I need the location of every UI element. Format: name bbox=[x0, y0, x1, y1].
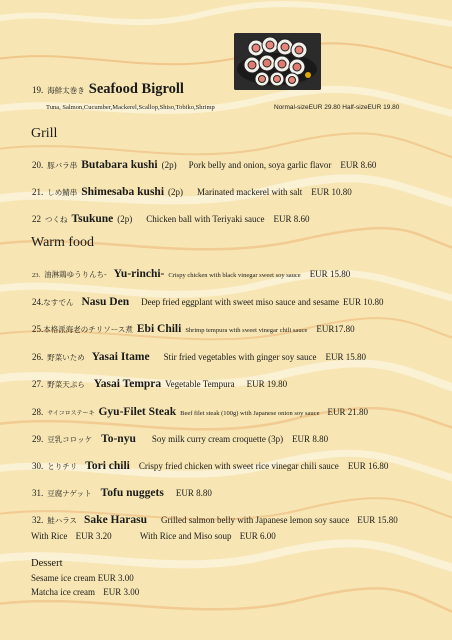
item-japanese-name: 海鮮太巻き bbox=[47, 86, 85, 95]
dessert-item-matcha bbox=[31, 587, 139, 597]
menu-item-to-nyu bbox=[32, 429, 328, 447]
item-description: Stir fried vegetables with ginger soy sauce bbox=[163, 352, 317, 362]
dessert-price: EUR 3.00 bbox=[103, 587, 140, 597]
item-price: EUR 16.80 bbox=[347, 461, 389, 471]
dessert-name: Matcha ice cream bbox=[31, 587, 95, 597]
item-number: 23. bbox=[32, 272, 41, 279]
item-number: 22 bbox=[32, 214, 41, 224]
item-price: EUR17.80 bbox=[316, 324, 355, 334]
item-number: 28. bbox=[32, 407, 44, 417]
item-japanese-name: 野菜いため bbox=[47, 353, 85, 362]
item-price: EUR 15.80 bbox=[309, 269, 351, 279]
menu-item-shimesaba bbox=[32, 182, 352, 200]
item-name: Butabara kushi bbox=[81, 159, 158, 171]
menu-item-tori-chili bbox=[32, 456, 388, 474]
item-price: EUR 15.80 bbox=[357, 515, 398, 525]
item-name: Nasu Den bbox=[81, 296, 130, 308]
item-japanese-name: サイコロステーキ bbox=[47, 410, 95, 417]
menu-item-tofu-nuggets bbox=[32, 483, 212, 501]
item-name: Tori chili bbox=[85, 460, 130, 472]
item-japanese-name: つくね bbox=[45, 215, 68, 224]
item-description: Deep fried eggplant with sweet miso sauce and sesame bbox=[141, 297, 340, 307]
menu-item-yasai-tempra bbox=[32, 374, 287, 392]
item-name: Seafood Bigroll bbox=[88, 81, 184, 97]
item-number: 20. bbox=[32, 160, 44, 170]
option-rice-miso-price: EUR 6.00 bbox=[239, 531, 276, 541]
item-name: Sake Harasu bbox=[84, 514, 147, 526]
section-title-grill: Grill bbox=[31, 126, 58, 141]
item-name: Tofu nuggets bbox=[100, 487, 164, 499]
item-japanese-name: 鮭ハラス bbox=[47, 516, 78, 525]
section-title-warm-food: Warm food bbox=[31, 235, 95, 250]
item-quantity: (2p) bbox=[117, 214, 133, 224]
item-number: 19. bbox=[32, 85, 44, 95]
item-number: 31. bbox=[32, 488, 44, 498]
menu-item-sake-harasu bbox=[32, 510, 398, 528]
item-price: EUR 8.60 bbox=[340, 160, 377, 170]
option-rice-miso-label: With Rice and Miso soup bbox=[139, 531, 232, 541]
seafood-bigroll-ingredients: Tuna, Salmon,Cucumber,Mackerel,Scallop,Shiso,Tobiko,Shrimp bbox=[46, 104, 215, 111]
menu-item-yurinchi bbox=[32, 264, 350, 282]
item-description: Shrimp tempura with sweet vinegar chili sauce bbox=[185, 327, 308, 334]
item-number: 26. bbox=[32, 352, 44, 362]
item-price: EUR 8.60 bbox=[273, 214, 310, 224]
item-name: Yasai Tempra bbox=[93, 378, 162, 390]
item-name: Tsukune bbox=[71, 213, 114, 225]
item-name: Yu-rinchi- bbox=[113, 268, 165, 280]
sushi-roll-photo bbox=[234, 33, 321, 90]
item-number: 21. bbox=[32, 187, 44, 197]
menu-item-butabara bbox=[32, 155, 376, 173]
section-title-dessert: Dessert bbox=[31, 558, 63, 569]
item-japanese-name: 豆腐ナゲット bbox=[47, 489, 92, 498]
item-name: To-nyu bbox=[101, 433, 136, 445]
item-price: EUR 19.80 bbox=[246, 379, 288, 389]
sake-harasu-options bbox=[31, 531, 276, 541]
item-japanese-name: 油淋鶏ゆうりんち- bbox=[44, 270, 107, 279]
item-japanese-name: 野菜天ぷら bbox=[47, 380, 85, 389]
item-number: 32. bbox=[32, 515, 44, 525]
option-with-rice-price: EUR 3.20 bbox=[75, 531, 112, 541]
item-description: Chicken ball with Teriyaki sauce bbox=[146, 214, 265, 224]
item-japanese-name: とりチリ bbox=[47, 462, 78, 471]
item-name: Gyu-Filet Steak bbox=[98, 406, 177, 418]
menu-item-yasai-itame bbox=[32, 347, 366, 365]
item-japanese-name: 豆乳コロッケ bbox=[47, 435, 93, 444]
dessert-item-sesame bbox=[31, 573, 134, 583]
menu-item-seafood-bigroll bbox=[32, 80, 184, 98]
item-name: Ebi Chili bbox=[136, 323, 182, 335]
item-name: Shimesaba kushi bbox=[81, 186, 165, 198]
item-description: Crispy fried chicken with sweet rice vinegar chili sauce bbox=[138, 461, 339, 471]
item-description: Marinated mackerel with salt bbox=[197, 187, 303, 197]
item-description: Pork belly and onion, soya garlic flavor bbox=[188, 160, 332, 170]
option-with-rice-label: With Rice bbox=[31, 531, 68, 541]
item-description: Grilled salmon belly with Japanese lemon soy sauce bbox=[160, 515, 350, 525]
item-price: EUR 21.80 bbox=[327, 407, 368, 417]
item-description: Soy milk curry cream croquette (3p) bbox=[151, 434, 284, 444]
menu-item-nasu-den bbox=[32, 292, 384, 310]
item-price: EUR 10.80 bbox=[311, 187, 352, 197]
item-japanese-name: 豚バラ串 bbox=[47, 161, 78, 170]
menu-item-gyu-filet-steak bbox=[32, 402, 368, 420]
item-number: 30. bbox=[32, 461, 44, 471]
item-description: Vegetable Tempura bbox=[165, 379, 235, 389]
dessert-name: Sesame ice cream bbox=[31, 573, 96, 583]
item-price: EUR 10.80 bbox=[343, 297, 384, 307]
item-number: 24. bbox=[32, 297, 44, 307]
item-japanese-name: 本格派海老のチリソース煮 bbox=[43, 325, 133, 334]
item-quantity: (2p) bbox=[161, 160, 177, 170]
item-quantity: (2p) bbox=[168, 187, 184, 197]
item-number: 29. bbox=[32, 434, 44, 444]
item-number: 25. bbox=[32, 324, 44, 334]
item-number: 27. bbox=[32, 379, 44, 389]
item-description: Beef filet steak (100g) with Japanese onion soy sauce bbox=[180, 410, 320, 417]
item-description: Crispy chicken with black vinegar sweet soy sauce bbox=[168, 272, 301, 279]
seafood-bigroll-price: Normal-sizeEUR 29.80 Half-sizeEUR 19.80 bbox=[274, 104, 400, 111]
item-price: EUR 8.80 bbox=[175, 488, 212, 498]
item-japanese-name: なすでん bbox=[43, 298, 74, 307]
item-price: EUR 15.80 bbox=[325, 352, 367, 362]
item-name: Yasai Itame bbox=[91, 351, 150, 363]
menu-item-ebi-chili bbox=[32, 319, 355, 337]
menu-item-tsukune bbox=[32, 209, 309, 227]
dessert-price: EUR 3.00 bbox=[97, 573, 134, 583]
item-price: EUR 8.80 bbox=[292, 434, 329, 444]
item-japanese-name: しめ鯖串 bbox=[47, 188, 78, 197]
